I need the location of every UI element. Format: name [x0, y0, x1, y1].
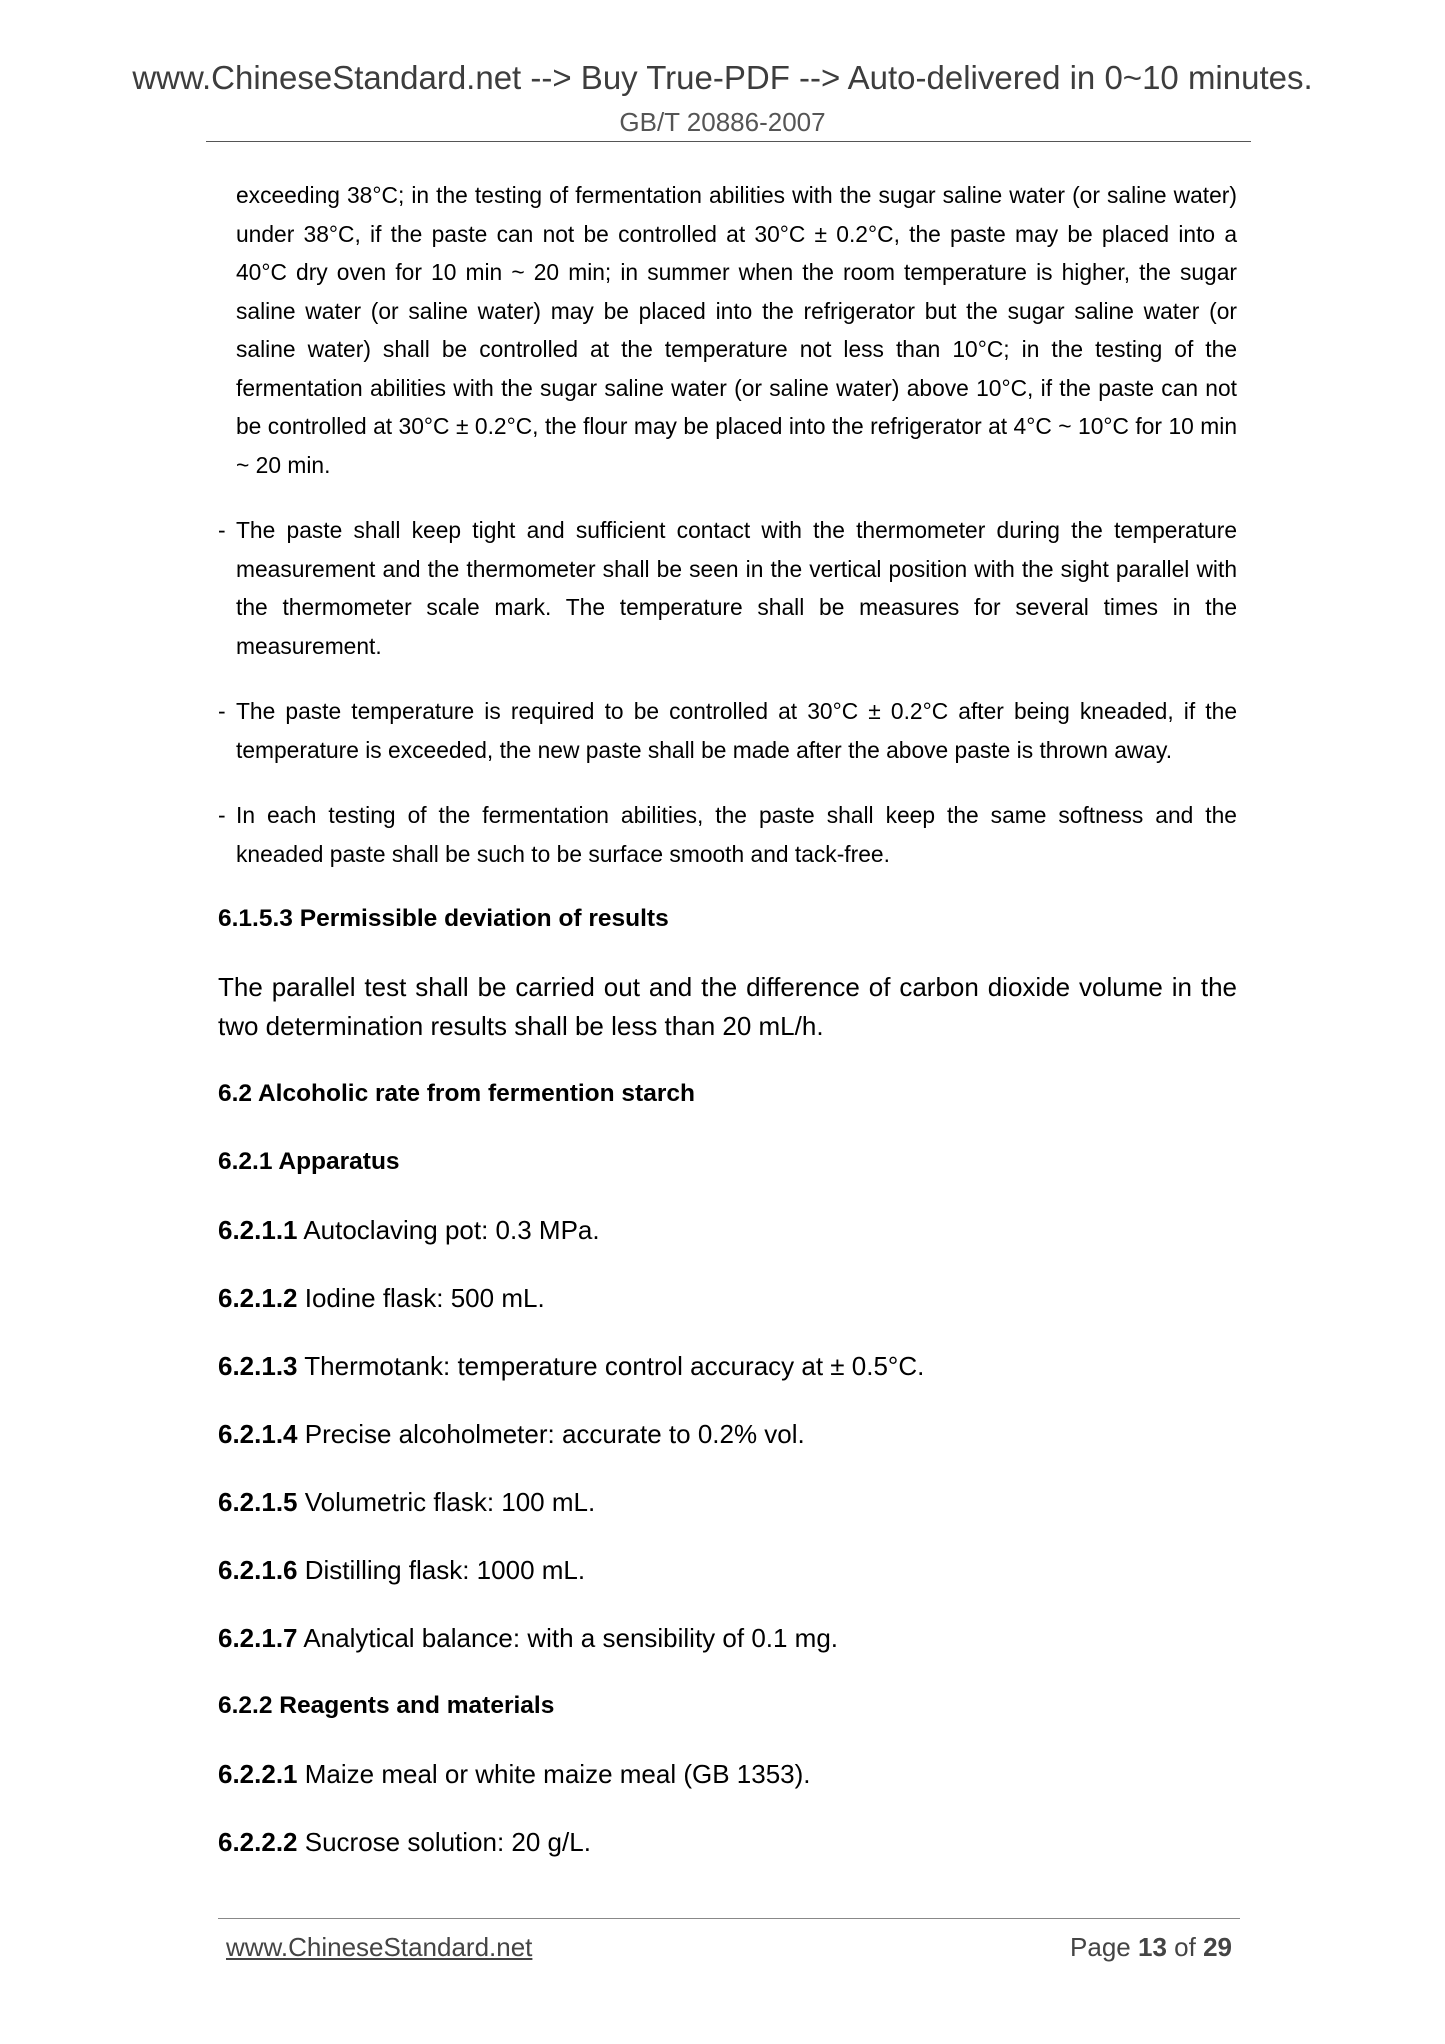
list-item-text: The paste temperature is required to be controlled at 30°C ± 0.2°C after being kneaded, if the temperature is exceeded, the new paste shall be made after the above paste is thrown away.	[236, 698, 1237, 763]
clause-number: 6.2.1.3	[218, 1351, 298, 1381]
current-page: 13	[1138, 1932, 1167, 1962]
header-divider	[206, 141, 1251, 142]
apparatus-item	[218, 1483, 1237, 1521]
clause-number: 6.2.1.2	[218, 1283, 298, 1313]
list-item	[218, 796, 1237, 873]
clause-text: Maize meal or white maize meal (GB 1353).	[304, 1759, 811, 1789]
apparatus-item	[218, 1211, 1237, 1249]
clause-number: 6.2.1.7	[218, 1623, 298, 1653]
clause-number: 6.2.2.1	[218, 1759, 298, 1789]
bullet-marker: -	[218, 802, 226, 828]
apparatus-item	[218, 1279, 1237, 1317]
document-id: GB/T 20886-2007	[619, 107, 826, 137]
list-item	[218, 511, 1237, 665]
clause-number: 6.2.1.4	[218, 1419, 298, 1449]
footer-website-link[interactable]: www.ChineseStandard.net	[226, 1932, 533, 1962]
apparatus-item	[218, 1415, 1237, 1453]
clause-text: Sucrose solution: 20 g/L.	[304, 1827, 591, 1857]
clause-number: 6.2.1.1	[218, 1215, 298, 1245]
apparatus-item	[218, 1551, 1237, 1589]
paragraph-6-1-5-3: The parallel test shall be carried out and the difference of carbon dioxide volume in the two determination results shall be less than 20 mL/h.	[218, 972, 1237, 1041]
clause-number: 6.2.2.2	[218, 1827, 298, 1857]
section-heading-6-2: 6.2 Alcoholic rate from fermention starch	[218, 1080, 695, 1107]
clause-number: 6.2.1.6	[218, 1555, 298, 1585]
clause-number: 6.2.1.5	[218, 1487, 298, 1517]
apparatus-item	[218, 1347, 1237, 1385]
list-item	[218, 692, 1237, 769]
page-of: of	[1174, 1932, 1196, 1962]
header-banner: www.ChineseStandard.net --> Buy True-PDF --> Auto-delivered in 0~10 minutes.	[132, 59, 1313, 96]
page-word: Page	[1070, 1932, 1131, 1962]
clause-text: Iodine flask: 500 mL.	[304, 1283, 545, 1313]
footer-divider	[218, 1918, 1240, 1919]
list-item-text: In each testing of the fermentation abilities, the paste shall keep the same softness and the kneaded paste shall be such to be surface smooth and tack-free.	[236, 802, 1237, 867]
clause-text: Distilling flask: 1000 mL.	[304, 1555, 586, 1585]
reagent-item	[218, 1823, 1237, 1861]
continuation-paragraph: exceeding 38°C; in the testing of fermentation abilities with the sugar saline water (or saline water) under 38°C, if the paste can not be controlled at 30°C ± 0.2°C, the paste may be placed into a 40°C dry oven for 10 min ~ 20 min; in summer when the room temperature is higher, the sugar saline water (or saline water) may be placed into the refrigerator but the sugar saline water (or saline water) shall be controlled at the temperature not less than 10°C; in the testing of the fermentation abilities with the sugar saline water (or saline water) above 10°C, if the paste can not be controlled at 30°C ± 0.2°C, the flour may be placed into the refrigerator at 4°C ~ 10°C for 10 min ~ 20 min.	[236, 182, 1237, 478]
apparatus-item	[218, 1619, 1237, 1657]
list-item-text: The paste shall keep tight and sufficient contact with the thermometer during the temperature measurement and the thermometer shall be seen in the vertical position with the sight parallel with the thermometer scale mark. The temperature shall be measures for several times in the measurement.	[236, 517, 1237, 659]
section-heading-6-2-2: 6.2.2 Reagents and materials	[218, 1692, 555, 1719]
section-heading-6-1-5-3: 6.1.5.3 Permissible deviation of results	[218, 905, 669, 932]
total-pages: 29	[1203, 1932, 1232, 1962]
clause-text: Analytical balance: with a sensibility of 0.1 mg.	[303, 1623, 839, 1653]
page-body	[218, 176, 1237, 1891]
clause-text: Volumetric flask: 100 mL.	[304, 1487, 596, 1517]
clause-text: Thermotank: temperature control accuracy at ± 0.5°C.	[304, 1351, 925, 1381]
bullet-marker: -	[218, 698, 226, 724]
page-number	[1070, 1930, 1232, 1964]
reagent-item	[218, 1755, 1237, 1793]
section-heading-6-2-1: 6.2.1 Apparatus	[218, 1148, 400, 1175]
clause-text: Precise alcoholmeter: accurate to 0.2% vol.	[304, 1419, 805, 1449]
clause-text: Autoclaving pot: 0.3 MPa.	[303, 1215, 600, 1245]
bullet-marker: -	[218, 517, 226, 543]
